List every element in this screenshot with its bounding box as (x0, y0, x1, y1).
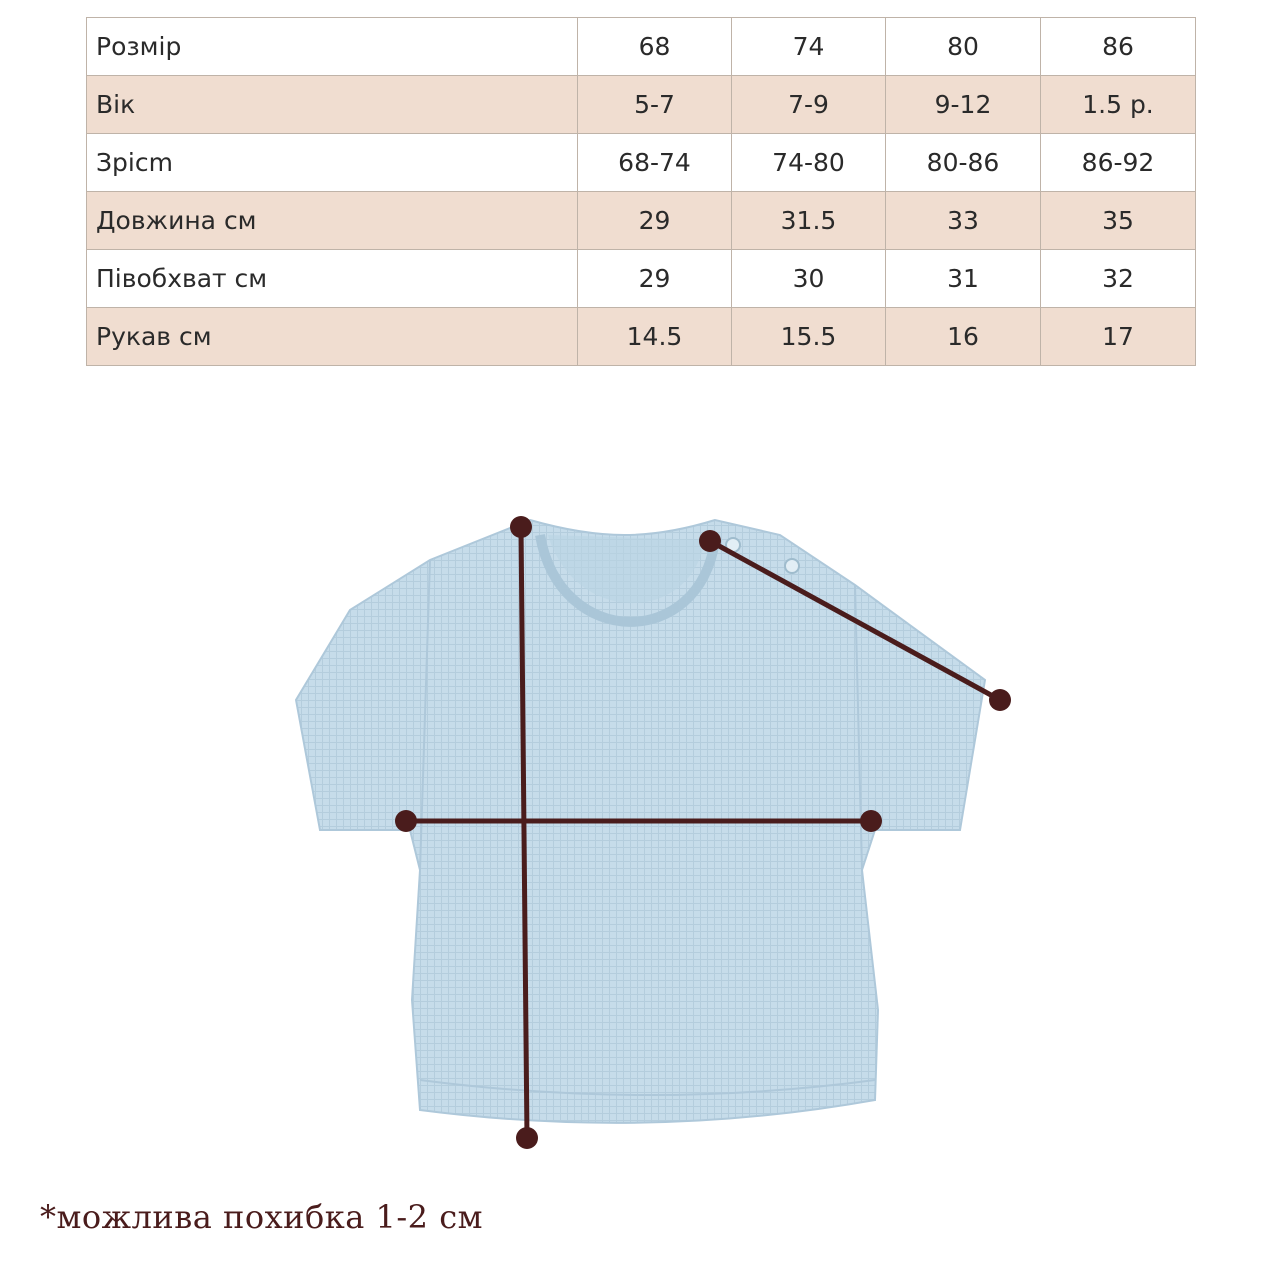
row-label: Півобхват см (87, 250, 578, 308)
row-label: Рукав см (87, 308, 578, 366)
table-cell: 5-7 (578, 76, 732, 134)
table-cell: 29 (578, 250, 732, 308)
size-chart-table (86, 17, 1196, 366)
table-cell: 74 (732, 18, 886, 76)
row-size (87, 18, 1196, 76)
table-cell: 74-80 (732, 134, 886, 192)
table-cell: 86-92 (1041, 134, 1196, 192)
table-cell: 1.5 р. (1041, 76, 1196, 134)
table-cell: 33 (886, 192, 1041, 250)
row-length (87, 192, 1196, 250)
table-cell: 15.5 (732, 308, 886, 366)
tshirt-measurement-diagram (280, 500, 1040, 1160)
measure-point-icon (699, 530, 721, 552)
table-cell: 86 (1041, 18, 1196, 76)
table-cell: 14.5 (578, 308, 732, 366)
measure-point-icon (989, 689, 1011, 711)
table-cell: 30 (732, 250, 886, 308)
row-height (87, 134, 1196, 192)
table-cell: 80 (886, 18, 1041, 76)
table-cell: 35 (1041, 192, 1196, 250)
measure-point-icon (516, 1127, 538, 1149)
row-label: Розмір (87, 18, 578, 76)
row-half-chest (87, 250, 1196, 308)
table-cell: 31 (886, 250, 1041, 308)
table-cell: 80-86 (886, 134, 1041, 192)
table-cell: 16 (886, 308, 1041, 366)
table-cell: 68-74 (578, 134, 732, 192)
table-cell: 9-12 (886, 76, 1041, 134)
table-cell: 68 (578, 18, 732, 76)
row-label: Зрісm (87, 134, 578, 192)
row-age (87, 76, 1196, 134)
table-cell: 32 (1041, 250, 1196, 308)
table-cell: 7-9 (732, 76, 886, 134)
measure-point-icon (395, 810, 417, 832)
table-cell: 29 (578, 192, 732, 250)
measure-point-icon (860, 810, 882, 832)
measure-point-icon (510, 516, 532, 538)
snap-button-icon (785, 559, 799, 573)
table-cell: 31.5 (732, 192, 886, 250)
row-sleeve (87, 308, 1196, 366)
row-label: Вік (87, 76, 578, 134)
table-cell: 17 (1041, 308, 1196, 366)
footnote: *можлива похибка 1-2 см (40, 1198, 484, 1236)
row-label: Довжина см (87, 192, 578, 250)
